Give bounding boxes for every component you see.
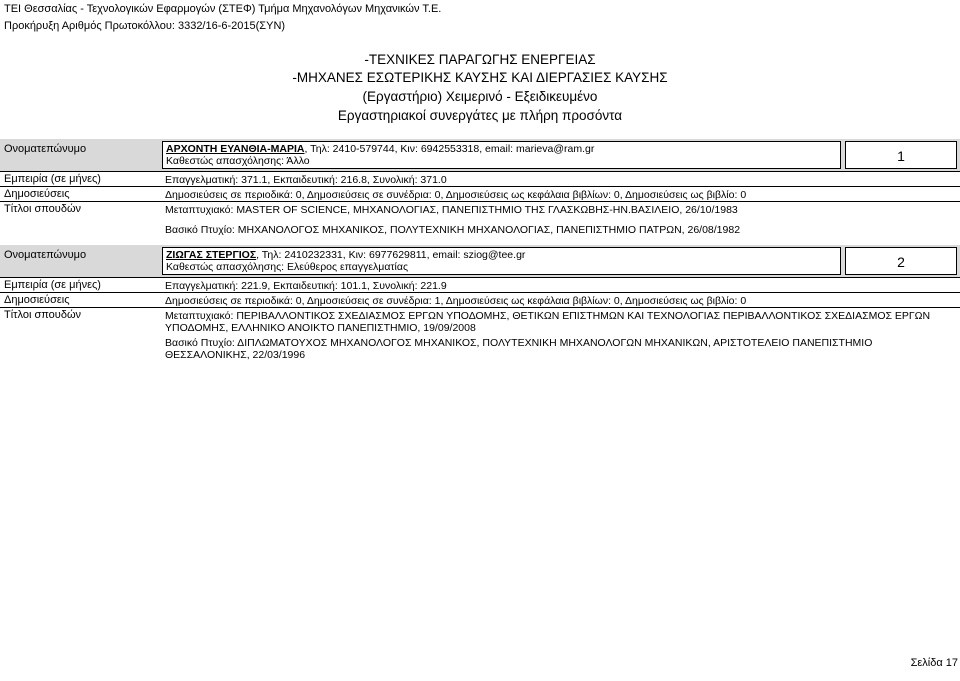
divider bbox=[0, 307, 960, 308]
candidate-contact: , Τηλ: 2410232331, Κιν: 6977629811, email: sziog@tee.gr bbox=[256, 249, 526, 261]
name-label: Ονοματεπώνυμο bbox=[4, 249, 87, 261]
publications-value: Δημοσιεύσεις σε περιοδικά: 0, Δημοσιεύσεις σε συνέδρια: 1, Δημοσιεύσεις ως κεφάλαια βιβλίων: 0, Δημοσιεύσεις ως βιβλίο: 0 bbox=[165, 295, 747, 307]
degrees-label: Τίτλοι σπουδών bbox=[4, 203, 82, 215]
page-number: Σελίδα 17 bbox=[910, 657, 958, 669]
degrees-label: Τίτλοι σπουδών bbox=[4, 309, 82, 321]
candidate-name-line bbox=[166, 143, 594, 155]
master-degree: Μεταπτυχιακό: ΠΕΡΙΒΑΛΛΟΝΤΙΚΟΣ ΣΧΕΔΙΑΣΜΟΣ ΕΡΓΩΝ ΥΠΟΔΟΜΗΣ, ΘΕΤΙΚΩΝ ΕΠΙΣΤΗΜΩΝ ΚΑΙ ΤΕΧΝΟΛΟΓΙΑΣ ΠΕΡΙΒΑΛΛΟΝΤΙΚΟΣ ΣΧΕΔΙΑΣΜΟΣ ΕΡΓΩΝ ΥΠΟΔΟΜΗΣ, ΕΛΛΗΝΙΚΟ ΑΝΟΙΚΤΟ ΠΑΝΕΠΙΣΤΗΜΙΟ, 19/09/2008 bbox=[165, 310, 931, 334]
experience-label: Εμπειρία (σε μήνες) bbox=[4, 279, 101, 291]
basic-degree: Βασικό Πτυχίο: ΔΙΠΛΩΜΑΤΟΥΧΟΣ ΜΗΧΑΝΟΛΟΓΟΣ ΜΗΧΑΝΙΚΟΣ, ΠΟΛΥΤΕΧΝΙΚΗ ΜΗΧΑΝΟΛΟΓΩΝ ΜΗΧΑΝΙΚΩΝ, ΑΡΙΣΤΟΤΕΛΕΙΟ ΠΑΝΕΠΙΣΤΗΜΙΟ ΘΕΣΣΑΛΟΝΙΚΗΣ, 22/03/1996 bbox=[165, 337, 873, 361]
publications-label: Δημοσιεύσεις bbox=[4, 294, 70, 306]
institution-header: ΤΕΙ Θεσσαλίας - Τεχνολογικών Εφαρμογών (ΣΤΕΦ) Τμήμα Μηχανολόγων Μηχανικών Τ.Ε. bbox=[4, 3, 442, 15]
name-label: Ονοματεπώνυμο bbox=[4, 143, 87, 155]
experience-value: Επαγγελματική: 221.9, Εκπαιδευτική: 101.1, Συνολική: 221.9 bbox=[165, 280, 447, 292]
publications-label: Δημοσιεύσεις bbox=[4, 188, 70, 200]
candidate-name: ΑΡΧΟΝΤΗ ΕΥΑΝΘΙΑ-ΜΑΡΙΑ bbox=[166, 143, 305, 155]
candidate-name-box bbox=[162, 247, 841, 275]
master-degree: Μεταπτυχιακό: MASTER OF SCIENCE, ΜΗΧΑΝΟΛΟΓΙΑΣ, ΠΑΝΕΠΙΣΤΗΜΙΟ ΤΗΣ ΓΛΑΣΚΩΒΗΣ-ΗΝ.ΒΑΣΙΛΕΙΟ, 26/10/1983 bbox=[165, 204, 738, 216]
basic-degree: Βασικό Πτυχίο: ΜΗΧΑΝΟΛΟΓΟΣ ΜΗΧΑΝΙΚΟΣ, ΠΟΛΥΤΕΧΝΙΚΗ ΜΗΧΑΝΟΛΟΓΙΑΣ, ΠΑΝΕΠΙΣΤΗΜΙΟ ΠΑΤΡΩΝ, 26/08/1982 bbox=[165, 224, 741, 236]
divider bbox=[0, 277, 960, 278]
candidate-contact: , Τηλ: 2410-579744, Κιν: 6942553318, email: marieva@ram.gr bbox=[304, 143, 595, 155]
employment-status: Καθεστώς απασχόλησης: Ελεύθερος επαγγελματίας bbox=[166, 261, 409, 273]
employment-status: Καθεστώς απασχόλησης: Άλλο bbox=[166, 155, 310, 167]
candidate-name: ΖΙΩΓΑΣ ΣΤΕΡΓΙΟΣ bbox=[166, 249, 257, 261]
experience-label: Εμπειρία (σε μήνες) bbox=[4, 173, 101, 185]
divider bbox=[0, 201, 960, 202]
title-line-4: Εργαστηριακοί συνεργάτες με πλήρη προσόντα bbox=[337, 108, 623, 123]
protocol-number: Προκήρυξη Αριθμός Πρωτοκόλλου: 3332/16-6-2015(ΣΥΝ) bbox=[4, 20, 286, 32]
candidate-name-line bbox=[166, 249, 525, 261]
candidate-rank: 2 bbox=[845, 247, 957, 275]
divider bbox=[0, 292, 960, 293]
title-line-2: -ΜΗΧΑΝΕΣ ΕΣΩΤΕΡΙΚΗΣ ΚΑΥΣΗΣ ΚΑΙ ΔΙΕΡΓΑΣΙΕΣ ΚΑΥΣΗΣ bbox=[292, 70, 668, 85]
title-line-3: (Εργαστήριο) Χειμερινό - Εξειδικευμένο bbox=[362, 89, 598, 104]
publications-value: Δημοσιεύσεις σε περιοδικά: 0, Δημοσιεύσεις σε συνέδρια: 0, Δημοσιεύσεις ως κεφάλαια βιβλίων: 0, Δημοσιεύσεις ως βιβλίο: 0 bbox=[165, 189, 747, 201]
divider bbox=[0, 186, 960, 187]
candidate-rank: 1 bbox=[845, 141, 957, 169]
experience-value: Επαγγελματική: 371.1, Εκπαιδευτική: 216.8, Συνολική: 371.0 bbox=[165, 174, 447, 186]
candidate-name-box bbox=[162, 141, 841, 169]
divider bbox=[0, 171, 960, 172]
title-line-1: -ΤΕΧΝΙΚΕΣ ΠΑΡΑΓΩΓΗΣ ΕΝΕΡΓΕΙΑΣ bbox=[364, 52, 596, 67]
